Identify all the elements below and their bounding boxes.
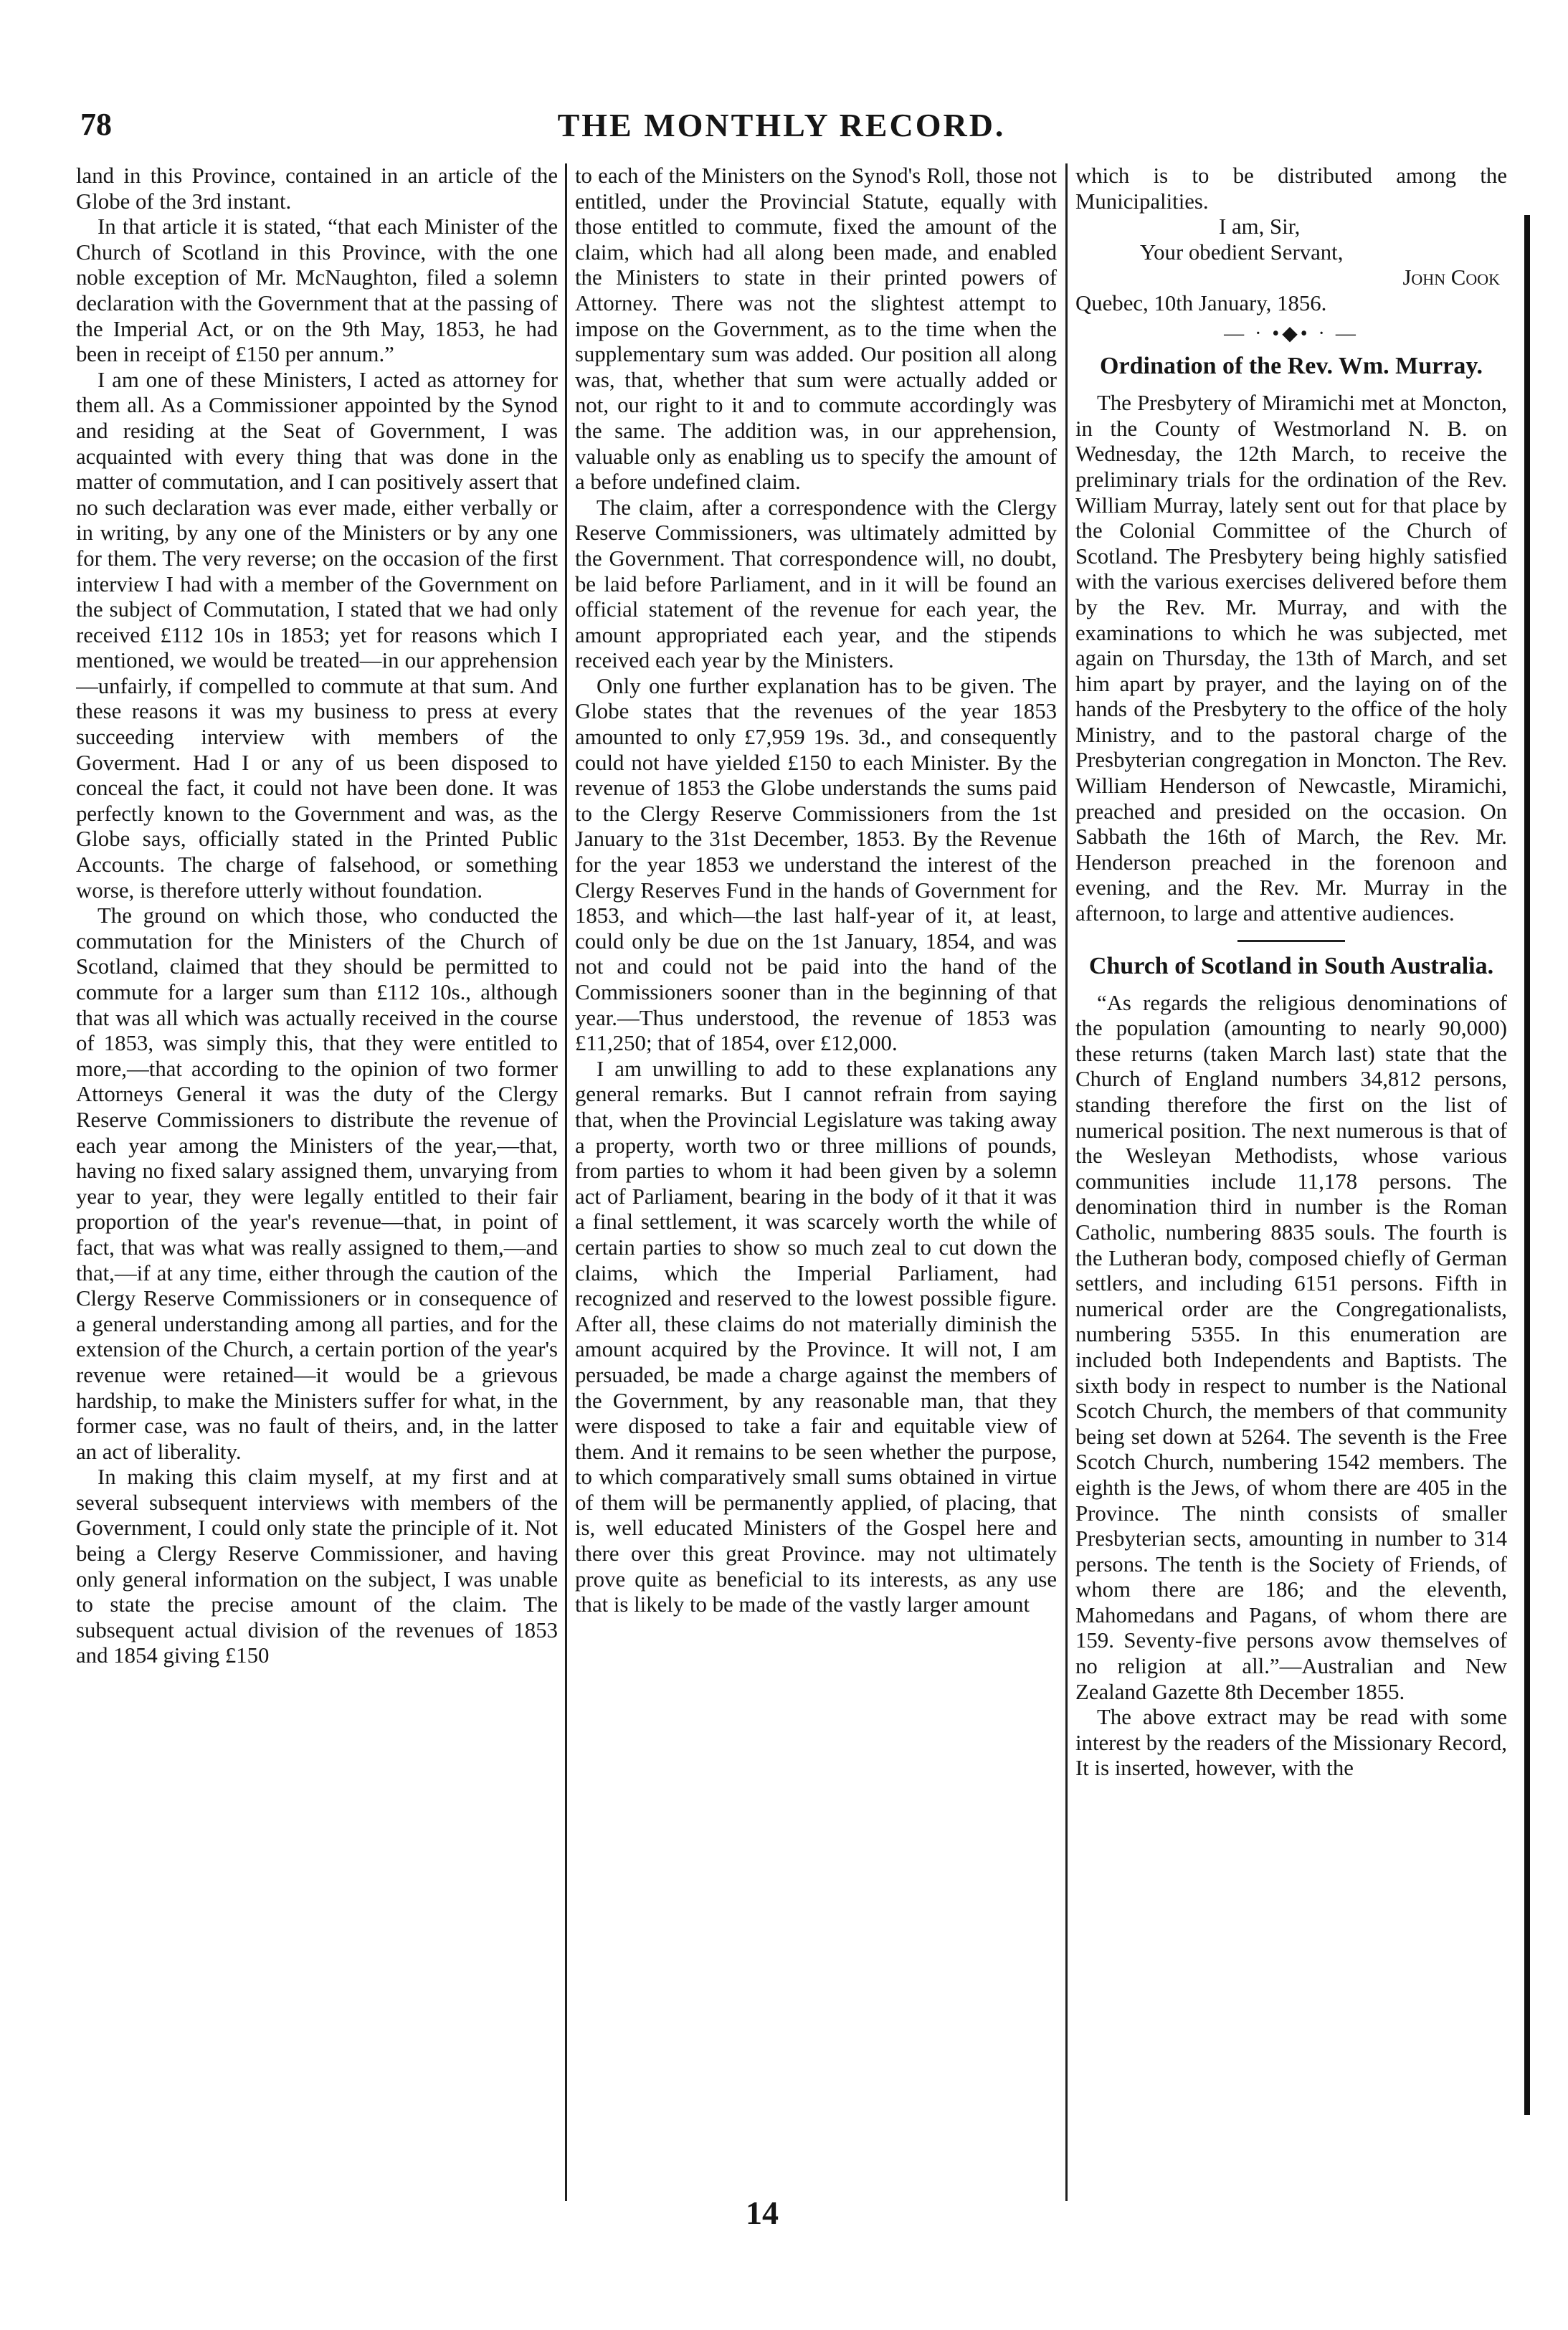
column-rule-left [565,163,567,2201]
section-title-ordination: Ordination of the Rev. Wm. Murray. [1100,353,1483,380]
page-number: 78 [80,107,112,142]
running-title: THE MONTHLY RECORD. [557,107,1006,143]
column-2 [575,163,1057,2201]
paragraph: “As regards the religious denominations of the population (amounting to nearly 90,000) these returns (taken March last) state that the Church of England numbers 34,812 persons, standing therefore the first on the list of numerical position. The next numerous is that of the Wesleyan Methodists, whose various communities include 11,178 persons. The denomination third in number is the Roman Catholic, numbering 8835 souls. The fourth is the Lutheran body, composed chiefly of German settlers, and including 6151 persons. Fifth in numerical order are the Congregationalists, numbering 5355. In this enumeration are included both Independents and Baptists. The sixth body in respect to number is the National Scotch Church, the members of that community being set down at 5264. The seventh is the Free Scotch Church, numbering 1542 members. The eighth is the Jews, of whom there are 405 in the Province. The ninth consists of smaller Presbyterian sects, amounting in number to 314 persons. The tenth is the Society of Friends, of whom there are 186; and the eleventh, Mahomedans and Pagans, of whom there are 159. Seventy-five persons avow themselves of no religion at all.”—Australian and New Zealand Gazette 8th December 1855. [1075,990,1507,1704]
column-rule-right [1065,163,1068,2201]
signature-mark: 14 [746,2195,779,2231]
letter-signature: John Cook [1402,265,1500,290]
paragraph: to each of the Ministers on the Synod's Roll, those not entitled, under the Provincial Statute, equally with those entitled to commute, fixed the amount of the claim, which had all along been made, and enabled the Ministers to state in their printed powers of Attorney. There was not the slightest attempt to impose on the Government, as to the time when the supplementary sum was added. Our position all along was, that, whether that sum were actually added or not, our right to it and to commute accordingly was the same. The addition was, in our apprehension, valuable only as enabling us to specify the amount of a before undefined claim. [575,163,1057,495]
paragraph: The above extract may be read with some interest by the readers of the Missionary Record, It is inserted, however, with the [1075,1705,1507,1781]
paragraph: I am unwilling to add to these explanations any general remarks. But I cannot refrain from saying that, when the Provincial Legislature was taking away a property, worth two or three millions of pounds, from parties to whom it had been given by a solemn act of Parliament, bearing in the body of it that it was a final settlement, it was scarcely worth the while of certain parties to show so much zeal to cut down the claims, which the Imperial Parliament, had recognized and reserved to the lowest possible figure. After all, these claims do not materially diminish the amount acquired by the Province. It will not, I am persuaded, be made a charge against the members of the Government, by any reasonable man, that they were disposed to take a fair and equitable view of them. And it remains to be seen whether the purpose, to which comparatively small sums obtained in virtue of them will be permanently applied, of placing, that is, well educated Ministers of the Gospel here and there over this great Province. may not ultimately prove quite as beneficial to its interests, as any use that is likely to be made of the vastly larger amount [575,1056,1057,1617]
paragraph: In that article it is stated, “that each Minister of the Church of Scotland in this Province, with the one noble exception of Mr. McNaughton, filed a solemn declaration with the Government that at the passing of the Imperial Act, or on the 9th May, 1853, he had been in receipt of £150 per annum.” [76,214,558,367]
letter-closing: Your obedient Servant, [1140,239,1344,265]
section-divider [1237,940,1345,942]
ornament-divider: — · •◆• · — [1224,322,1359,345]
paragraph: The claim, after a correspondence with the Clergy Reserve Commissioners, was ultimately admitted by the Government. That correspondence will, no doubt, be laid before Parliament, and in it will be found an official statement of the revenue for each year, the amount appropriated each year, and the stipends received each year by the Ministers. [575,495,1057,673]
letter-ending: which is to be distributed among the Municipalities. [1075,163,1507,214]
paragraph: The ground on which those, who conducted the commutation for the Ministers of the Church of Scotland, claimed that they should be permitted to commute for a larger sum than £112 10s., although that was all which was actually received in the course of 1853, was simply this, that they were entitled to more,—that according to the opinion of two former Attorneys General it was the duty of the Clergy Reserve Commissioners to distribute the revenue of each year among the Ministers of the year,—that, having no fixed salary assigned them, unvarying from year to year, they were legally entitled to their fair proportion of the year's revenue—that, in point of fact, that was what was really assigned to them,—and that,—if at any time, either through the caution of the Clergy Reserve Commissioners or in consequence of a general understanding among all parties, and for the extension of the Church, a certain portion of the year's revenue were retained—it would be a grievous hardship, to make the Ministers suffer for what, in the former case, was no fault of theirs, and, in the latter an act of liberality. [76,903,558,1464]
paragraph: I am one of these Ministers, I acted as attorney for them all. As a Commissioner appointed by the Synod and residing at the Seat of Government, I was acquainted with every thing that was done in the matter of commutation, and I can positively assert that no such declaration was ever made, either verbally or in writing, by any one of the Ministers or by any one for them. The very reverse; on the occasion of the first interview I had with a member of the Government on the subject of Commutation, I stated that we had only received £112 10s in 1853; yet for reasons which I mentioned, we would be treated—in our apprehension—unfairly, if compelled to commute at that sum. And these reasons it was my business to press at every succeeding interview with members of the Goverment. Had I or any of us been disposed to conceal the fact, it could not have been done. It was perfectly known to the Government and was, as the Globe says, officially stated in the Printed Public Accounts. The charge of falsehood, or something worse, is therefore utterly without foundation. [76,367,558,903]
column-3 [1075,163,1507,2201]
paragraph: The Presbytery of Miramichi met at Moncton, in the County of Westmorland N. B. on Wednesday, the 12th March, to receive the preliminary trials for the ordination of the Rev. William Murray, lately sent out for that place by the Colonial Committee of the Church of Scotland. The Presbytery being highly satisfied with the various exercises delivered before them by the Rev. Mr. Murray, and with the examinations to which he was subjected, met again on Thursday, the 13th of March, and set him apart by prayer, and the laying on of the hands of the Presbytery to the office of the holy Ministry, and to the pastoral charge of the Presbyterian congregation in Moncton. The Rev. William Henderson of Newcastle, Miramichi, preached and presided on the occasion. On Sabbath the 16th of March, the Rev. Mr. Henderson preached in the forenoon and evening, and the Rev. Mr. Murray in the afternoon, to large and attentive audiences. [1075,391,1507,926]
column-1 [76,163,558,2201]
letter-dateline: Quebec, 10th January, 1856. [1075,290,1327,315]
paragraph: land in this Province, contained in an article of the Globe of the 3rd instant. [76,163,558,214]
page-edge-shadow [1524,215,1530,2115]
paragraph: Only one further explanation has to be given. The Globe states that the revenues of the year 1853 amounted to only £7,959 19s. 3d., and consequently could not have yielded £150 to each Minister. By the revenue of 1853 the Globe understands the sums paid to the Clergy Reserve Commissioners from the 1st January to the 31st December, 1853. By the Revenue for the year 1853 we understand the interest of the Clergy Reserves Fund in the hands of Government for 1853, and which—the last half-year of it, at least, could only be due on the 1st January, 1854, and was not and could not be paid into the hand of the Commissioners sooner than in the beginning of that year.—Thus understood, the revenue of 1853 was £11,250; that of 1854, over £12,000. [575,673,1057,1056]
letter-salutation: I am, Sir, [1219,214,1301,239]
section-title-south-australia: Church of Scotland in South Australia. [1088,952,1494,979]
paragraph: In making this claim myself, at my first and at several subsequent interviews with members of the Government, I could only state the principle of it. Not being a Clergy Reserve Commissioner, and having only general information on the subject, I was unable to state the precise amount of the claim. The subsequent actual division of the revenues of 1853 and 1854 giving £150 [76,1465,558,1668]
